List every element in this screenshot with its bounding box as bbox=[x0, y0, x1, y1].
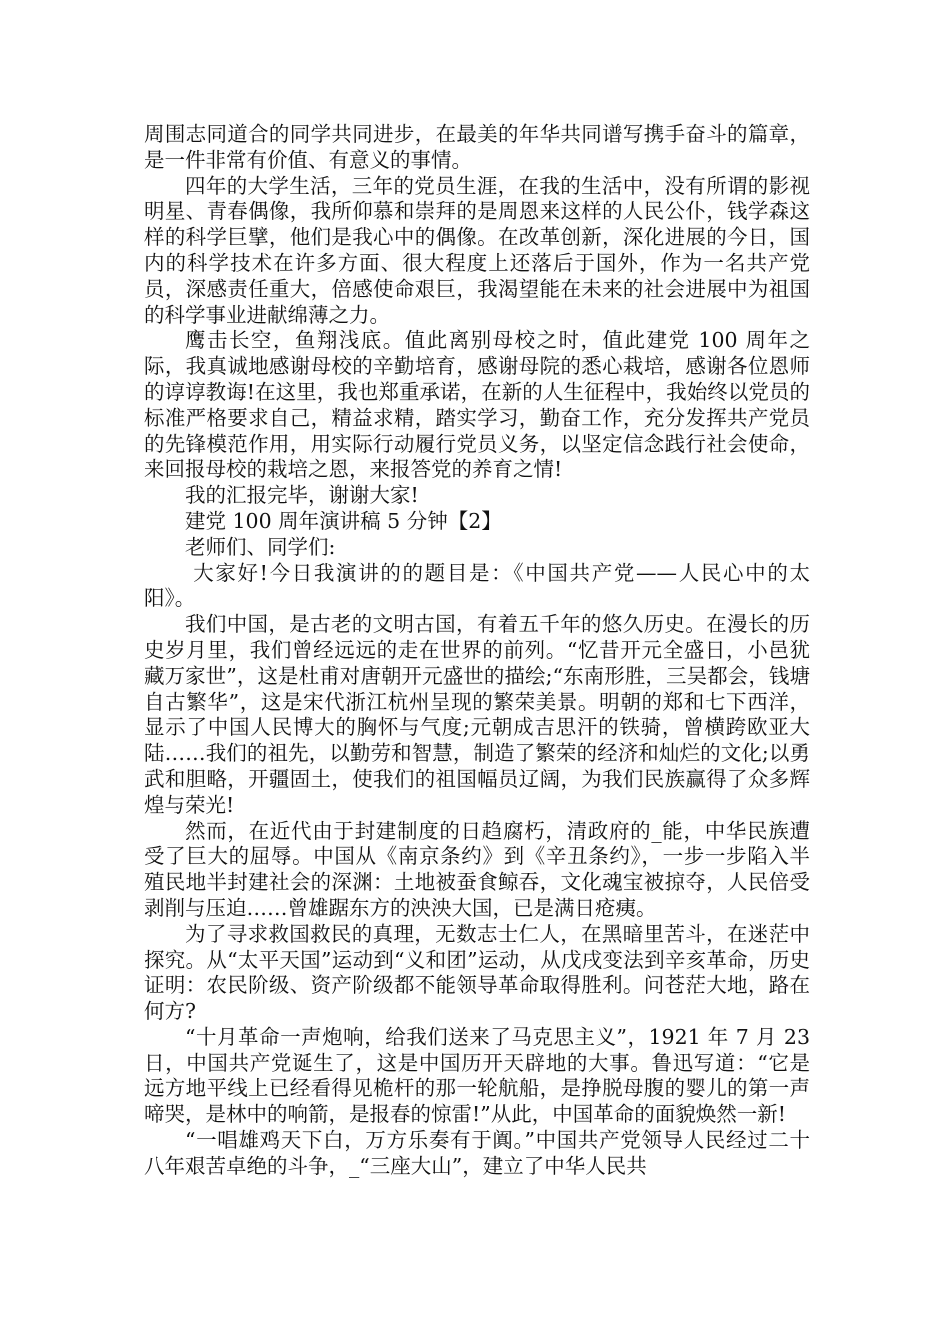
paragraph-liberation: “一唱雄鸡天下白，万方乐奏有于阗。”中国共产党领导人民经过二十八年艰苦卓绝的斗争，_“三座大山”，建立了中华人民共 bbox=[144, 1128, 810, 1178]
paragraph-humiliation: 然而，在近代由于封建制度的日趋腐朽，清政府的_能，中华民族遭受了巨大的屈辱。中国从《南京条约》到《辛丑条约》，一步一步陷入半殖民地半封建社会的深渊：土地被蚕食鲸吞，文化魂宝被掠夺，人民倍受剥削与压迫……曾雄踞东方的泱泱大国，已是满日疮痍。 bbox=[144, 818, 810, 920]
speech-opening: 大家好!今日我演讲的的题目是：《中国共产党——人民心中的太阳》。 bbox=[144, 560, 810, 611]
salutation: 老师们、同学们: bbox=[185, 534, 336, 559]
paragraph-founding: “十月革命一声炮响，给我们送来了马克思主义”，1921 年 7 月 23 日，中国共产党诞生了，这是中国历开天辟地的大事。鲁迅写道：“它是远方地平线上已经看得见桅杆的那一轮航船，是挣脱母腹的婴儿的第一声啼哭，是林中的响箭，是报春的惊雷!”从此，中国革命的面貌焕然一新! bbox=[144, 1024, 810, 1127]
paragraph-1: 周围志同道合的同学共同进步，在最美的年华共同谱写携手奋斗的篇章，是一件非常有价值、有意义的事情。 bbox=[144, 122, 810, 172]
section-heading: 建党 100 周年演讲稿 5 分钟【2】 bbox=[185, 508, 502, 533]
paragraph-history: 我们中国，是古老的文明古国，有着五千年的悠久历史。在漫长的历史岁月里，我们曾经远远的走在世界的前列。“忆昔开元全盛日，小邑犹藏万家世”，这是杜甫对唐朝开元盛世的描绘;“东南形胜，三吴都会，钱塘自古繁华”，这是宋代浙江杭州呈现的繁荣美景。明朝的郑和七下西洋，显示了中国人民博大的胸怀与气度;元朝成吉思汗的铁骑，曾横跨欧亚大陆……我们的祖先，以勤劳和智慧，制造了繁荣的经济和灿烂的文化;以勇武和胆略，开疆固土，使我们的祖国幅员辽阔，为我们民族赢得了众多辉煌与荣光! bbox=[144, 612, 810, 817]
document-page bbox=[144, 122, 810, 1180]
paragraph-search: 为了寻求救国救民的真理，无数志士仁人，在黑暗里苦斗，在迷茫中探究。从“太平天国”运动到“义和团”运动，从戊戌变法到辛亥革命，历史证明：农民阶级、资产阶级都不能领导革命取得胜利。问苍茫大地，路在何方? bbox=[144, 921, 810, 1024]
paragraph-closing: 我的汇报完毕，谢谢大家! bbox=[185, 483, 419, 508]
paragraph-3: 鹰击长空，鱼翔浅底。值此离别母校之时，值此建党 100 周年之际，我真诚地感谢母校的辛勤培育，感谢母院的悉心栽培，感谢各位恩师的谆谆教诲!在这里，我也郑重承诺，在新的人生征程中，我始终以党员的标准严格要求自己，精益求精，踏实学习，勤奋工作，充分发挥共产党员的先锋模范作用，用实际行动履行党员义务，以坚定信念践行社会使命，来回报母校的栽培之恩，来报答党的养育之情! bbox=[144, 328, 810, 482]
paragraph-2: 四年的大学生活，三年的党员生涯，在我的生活中，没有所谓的影视明星、青春偶像，我所仰慕和崇拜的是周恩来这样的人民公仆，钱学森这样的科学巨擘，他们是我心中的偶像。在改革创新，深化进展的今日，国内的科学技术在许多方面、很大程度上还落后于国外，作为一名共产党员，深感责任重大，倍感使命艰巨，我渴望能在未来的社会进展中为祖国的科学事业进献绵薄之力。 bbox=[144, 173, 810, 327]
